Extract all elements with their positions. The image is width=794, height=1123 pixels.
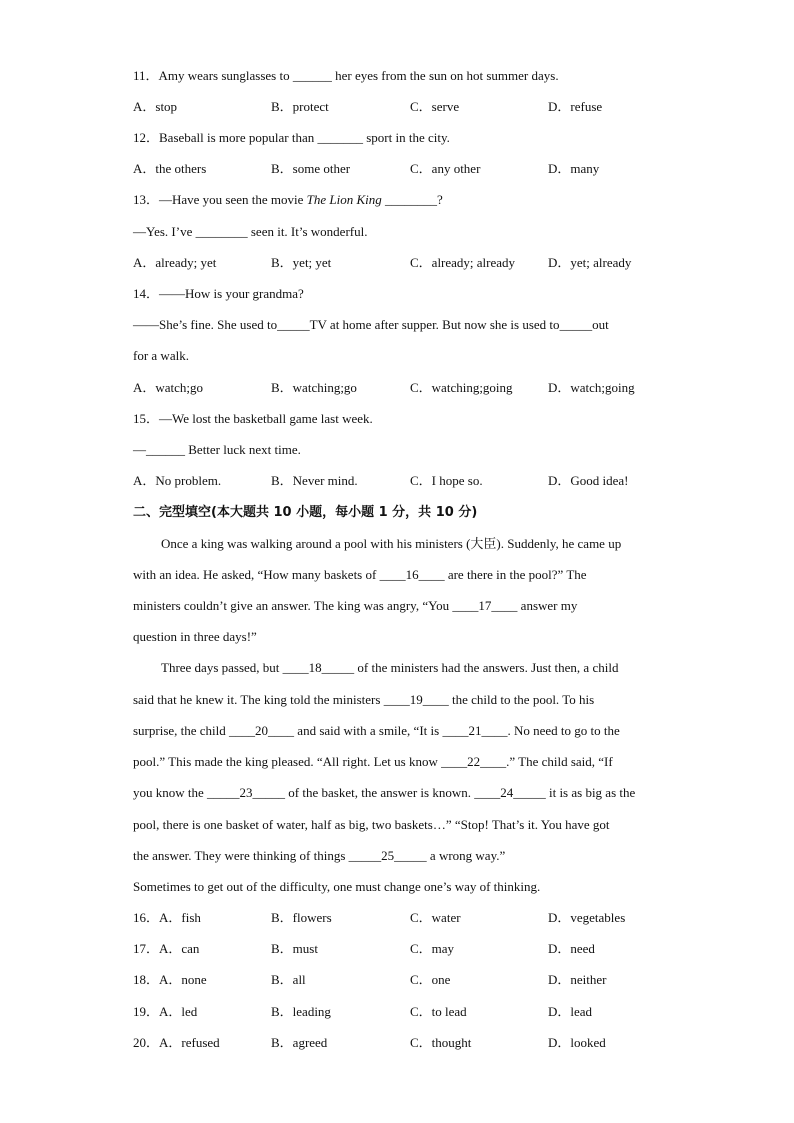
passage-line: pool, there is one basket of water, half as big, two baskets…” “Stop! That’s it. You have got [133, 817, 610, 832]
question-13-reply: —Yes. I’ve ________ seen it. It’s wonderful. [133, 224, 368, 239]
q17-option-b[interactable]: B．must [271, 941, 318, 956]
q17-option-d[interactable]: D．need [548, 941, 595, 956]
option-d[interactable]: D．watch;going [548, 380, 635, 395]
q18-option-b[interactable]: B．all [271, 972, 306, 987]
option-c[interactable]: C．serve [410, 99, 460, 114]
blank-19[interactable]: ____19____ [383, 692, 449, 707]
passage-line: you know the _____23_____ of the basket, the answer is known. ____24_____ it is as big as the [133, 785, 636, 800]
blank-25[interactable]: _____25_____ [348, 848, 427, 863]
question-15-reply: —______ Better luck next time. [133, 442, 301, 457]
option-b[interactable]: B．Never mind. [271, 473, 358, 488]
q20-option-d[interactable]: D．looked [548, 1035, 606, 1050]
question-12: 12．Baseball is more popular than _______ sport in the city. [133, 130, 450, 145]
blank-24[interactable]: ____24_____ [474, 785, 546, 800]
option-d[interactable]: D．refuse [548, 99, 603, 114]
blank-18[interactable]: ____18_____ [282, 660, 355, 675]
passage-line: said that he knew it. The king told the ministers ____19____ the child to the pool. To his [133, 692, 595, 707]
q16-option-b[interactable]: B．flowers [271, 910, 332, 925]
blank-16[interactable]: ____16____ [379, 567, 445, 582]
passage-line: Sometimes to get out of the difficulty, one must change one’s way of thinking. [133, 879, 541, 894]
question-15: 15．—We lost the basketball game last week. [133, 411, 373, 426]
passage-line: question in three days!” [133, 629, 257, 644]
option-c[interactable]: C．already; already [410, 255, 516, 270]
option-d[interactable]: D．yet; already [548, 255, 632, 270]
option-a[interactable]: A．No problem. [133, 473, 222, 488]
section-heading: 二、完型填空(本大题共 10 小题，每小题 1 分，共 10 分) [133, 505, 478, 520]
option-c[interactable]: C．I hope so. [410, 473, 483, 488]
blank-20[interactable]: ____20____ [229, 723, 295, 738]
answer-blank[interactable]: ______ [292, 68, 332, 83]
q16-option-d[interactable]: D．vegetables [548, 910, 626, 925]
option-a[interactable]: A．stop [133, 99, 178, 114]
movie-title: The Lion King [306, 192, 382, 207]
question-11: 11．Amy wears sunglasses to ______ her eyes from the sun on hot summer days. [133, 68, 559, 83]
q18-option-c[interactable]: C．one [410, 972, 451, 987]
answer-blank[interactable]: _____ [277, 317, 310, 332]
question-14: 14．——How is your grandma? [133, 286, 304, 301]
q19-option-d[interactable]: D．lead [548, 1004, 593, 1019]
passage-line: pool.” This made the king pleased. “All right. Let us know ____22____.” The child said, “If [133, 754, 613, 769]
passage-line: Once a king was walking around a pool with his ministers (大臣). Suddenly, he came up [161, 536, 622, 551]
blank-23[interactable]: _____23_____ [207, 785, 286, 800]
passage-line: ministers couldn’t give an answer. The king was angry, “You ____17____ answer my [133, 598, 578, 613]
answer-blank[interactable]: _____ [559, 317, 593, 332]
q19-option-c[interactable]: C．to lead [410, 1004, 467, 1019]
option-b[interactable]: B．protect [271, 99, 329, 114]
option-a[interactable]: A．watch;go [133, 380, 204, 395]
q20-option-a[interactable]: 20．A．refused [133, 1035, 220, 1050]
passage-line: Three days passed, but ____18_____ of the ministers had the answers. Just then, a child [161, 660, 619, 675]
q16-option-a[interactable]: 16．A．fish [133, 910, 201, 925]
option-d[interactable]: D．Good idea! [548, 473, 629, 488]
option-d[interactable]: D．many [548, 161, 600, 176]
option-b[interactable]: B．watching;go [271, 380, 357, 395]
option-c[interactable]: C．watching;going [410, 380, 513, 395]
q16-option-c[interactable]: C．water [410, 910, 461, 925]
blank-17[interactable]: ____17____ [452, 598, 518, 613]
option-a[interactable]: A．the others [133, 161, 207, 176]
q19-option-a[interactable]: 19．A．led [133, 1004, 198, 1019]
passage-line: with an idea. He asked, “How many baskets of ____16____ are there in the pool?” The [133, 567, 587, 582]
passage-line: surprise, the child ____20____ and said with a smile, “It is ____21____. No need to go to the [133, 723, 620, 738]
q20-option-c[interactable]: C．thought [410, 1035, 472, 1050]
option-b[interactable]: B．yet; yet [271, 255, 332, 270]
blank-22[interactable]: ____22____ [441, 754, 507, 769]
question-13: 13．—Have you seen the movie The Lion King ________? [133, 192, 443, 207]
q19-option-b[interactable]: B．leading [271, 1004, 331, 1019]
question-14-reply: ——She’s fine. She used to_____TV at home after supper. But now she is used to_____out [133, 317, 609, 332]
option-b[interactable]: B．some other [271, 161, 351, 176]
answer-blank[interactable]: ________ [385, 192, 438, 207]
option-c[interactable]: C．any other [410, 161, 481, 176]
q20-option-b[interactable]: B．agreed [271, 1035, 328, 1050]
answer-blank[interactable]: _______ [317, 130, 363, 145]
q17-option-a[interactable]: 17．A．can [133, 941, 200, 956]
answer-blank[interactable]: ______ [146, 442, 185, 457]
answer-blank[interactable]: ________ [195, 224, 248, 239]
q17-option-c[interactable]: C．may [410, 941, 455, 956]
blank-21[interactable]: ____21____ [442, 723, 508, 738]
question-14-reply-cont: for a walk. [133, 348, 189, 363]
q18-option-a[interactable]: 18．A．none [133, 972, 207, 987]
passage-line: the answer. They were thinking of things _____25_____ a wrong way.” [133, 848, 506, 863]
option-a[interactable]: A．already; yet [133, 255, 217, 270]
q18-option-d[interactable]: D．neither [548, 972, 607, 987]
